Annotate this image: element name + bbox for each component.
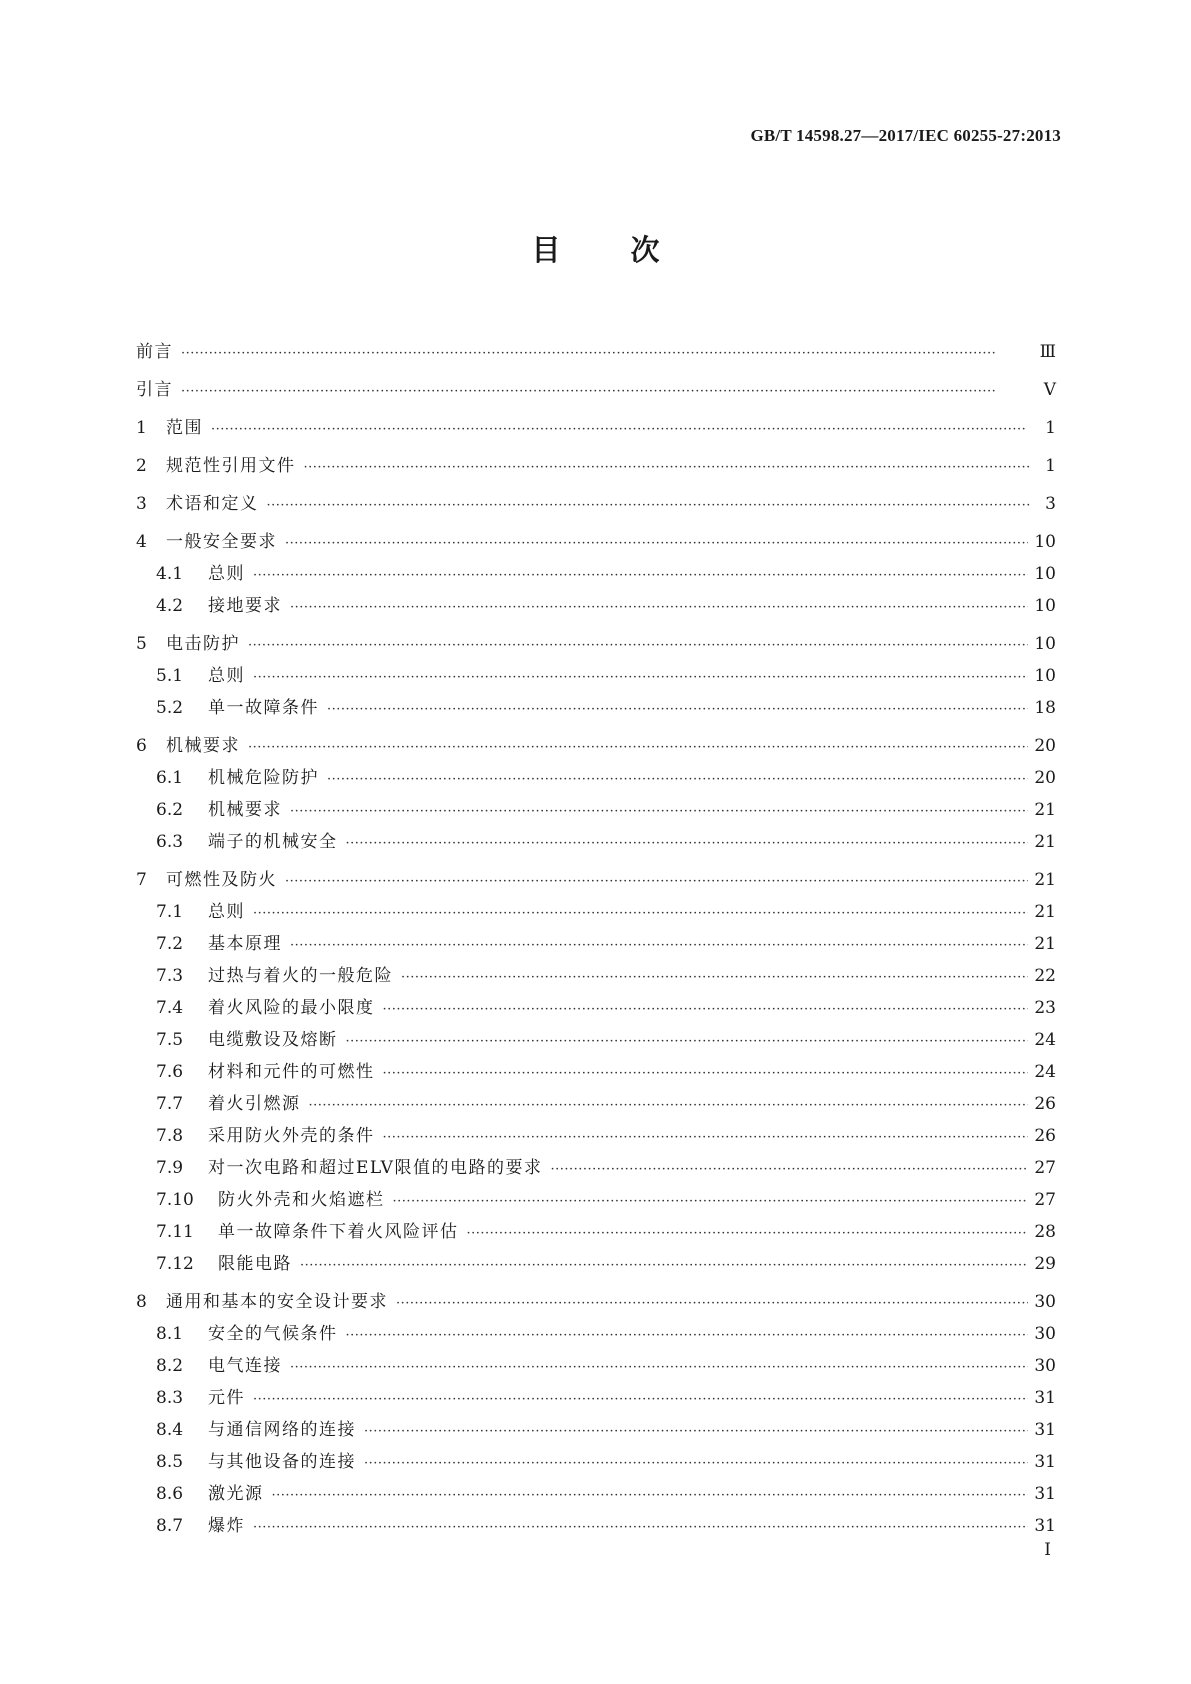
toc-entry[interactable] xyxy=(136,1350,1056,1382)
toc-entry-title: 机械要求 xyxy=(208,800,282,820)
toc-dot-leader xyxy=(393,1186,1029,1218)
toc-entry-page: 31 xyxy=(1034,1420,1056,1440)
toc-entry-page: 23 xyxy=(1034,998,1056,1018)
toc-dot-leader xyxy=(304,452,1033,484)
toc-entry[interactable] xyxy=(136,826,1056,858)
toc-entry-title: 元件 xyxy=(208,1388,245,1408)
toc-entry-title: 基本原理 xyxy=(208,934,282,954)
toc-entry[interactable] xyxy=(136,960,1056,992)
toc-entry-page: 1 xyxy=(1045,456,1056,476)
page-number: I xyxy=(1044,1540,1051,1560)
toc-dot-leader xyxy=(248,732,1028,764)
toc-entry-number: 7.7 xyxy=(156,1094,184,1114)
toc-entry-title: 与其他设备的连接 xyxy=(208,1452,356,1472)
toc-entry-number: 7.5 xyxy=(156,1030,184,1050)
toc-entry[interactable] xyxy=(136,558,1056,590)
toc-entry-number: 7.9 xyxy=(156,1158,184,1178)
toc-entry-page: 31 xyxy=(1034,1516,1056,1536)
toc-entry-page: 31 xyxy=(1034,1484,1056,1504)
toc-entry-number: 7.3 xyxy=(156,966,184,986)
toc-entry-page: 21 xyxy=(1034,934,1056,954)
toc-entry-title: 着火风险的最小限度 xyxy=(208,998,375,1018)
toc-entry-title: 规范性引用文件 xyxy=(166,456,296,476)
standard-number: GB/T 14598.27—2017/IEC 60255-27:2013 xyxy=(750,126,1061,145)
toc-entry-page: 10 xyxy=(1034,634,1056,654)
toc-dot-leader xyxy=(253,898,1028,930)
toc-entry-number: 7.4 xyxy=(156,998,184,1018)
toc-entry[interactable] xyxy=(136,864,1056,896)
toc-dot-leader xyxy=(181,338,1032,370)
toc-entry-number: 5.2 xyxy=(156,698,184,718)
toc-dot-leader xyxy=(285,528,1028,560)
toc-entry-page: 21 xyxy=(1034,902,1056,922)
toc-entry-page: 26 xyxy=(1034,1126,1056,1146)
toc-entry[interactable] xyxy=(136,1216,1056,1248)
toc-entry-page: 18 xyxy=(1034,698,1056,718)
toc-entry-title: 单一故障条件下着火风险评估 xyxy=(218,1222,459,1242)
toc-entry-title: 一般安全要求 xyxy=(166,532,277,552)
toc-entry-number: 6.2 xyxy=(156,800,184,820)
page-title: 目 次 xyxy=(531,233,660,267)
toc-entry[interactable] xyxy=(136,762,1056,794)
toc-entry-number: 6.3 xyxy=(156,832,184,852)
toc-entry-page: 21 xyxy=(1034,832,1056,852)
toc-entry-title: 激光源 xyxy=(208,1484,264,1504)
toc-entry[interactable] xyxy=(136,1478,1056,1510)
toc-entry-number: 7.10 xyxy=(156,1190,194,1210)
toc-entry[interactable] xyxy=(136,526,1056,558)
toc-entry-page: Ⅲ xyxy=(1039,342,1056,362)
toc-entry-number: 7.11 xyxy=(156,1222,194,1242)
toc-entry[interactable] xyxy=(136,730,1056,762)
toc-dot-leader xyxy=(309,1090,1029,1122)
toc-entry-title: 着火引燃源 xyxy=(208,1094,301,1114)
toc-entry-page: 10 xyxy=(1034,564,1056,584)
toc-dot-leader xyxy=(383,1058,1029,1090)
toc-entry[interactable] xyxy=(136,1286,1056,1318)
toc-dot-leader xyxy=(267,490,1033,522)
toc-dot-leader xyxy=(253,1384,1028,1416)
toc-entry[interactable] xyxy=(136,992,1056,1024)
toc-entry-number: 8.2 xyxy=(156,1356,184,1376)
toc-entry-number: 8.3 xyxy=(156,1388,184,1408)
toc-entry-number: 8.7 xyxy=(156,1516,184,1536)
toc-entry-title: 电击防护 xyxy=(166,634,240,654)
toc-entry-number: 7.12 xyxy=(156,1254,194,1274)
toc-entry-page: 10 xyxy=(1034,532,1056,552)
toc-entry-title: 采用防火外壳的条件 xyxy=(208,1126,375,1146)
toc-entry-number: 8.1 xyxy=(156,1324,184,1344)
toc-entry-title: 爆炸 xyxy=(208,1516,245,1536)
toc-entry-number: 8.4 xyxy=(156,1420,184,1440)
toc-entry-page: 3 xyxy=(1045,494,1056,514)
toc-dot-leader xyxy=(467,1218,1029,1250)
toc-entry-title: 机械要求 xyxy=(166,736,240,756)
toc-entry-title: 对一次电路和超过ELV限值的电路的要求 xyxy=(208,1158,543,1178)
toc-entry-title: 电气连接 xyxy=(208,1356,282,1376)
toc-entry-page: 10 xyxy=(1034,666,1056,686)
toc-entry-page: 30 xyxy=(1034,1292,1056,1312)
toc-entry[interactable] xyxy=(136,1382,1056,1414)
toc-dot-leader xyxy=(211,414,1032,446)
toc-entry-page: 1 xyxy=(1045,418,1056,438)
toc-entry-number: 8.5 xyxy=(156,1452,184,1472)
toc-entry[interactable] xyxy=(136,1024,1056,1056)
toc-entry-title: 限能电路 xyxy=(218,1254,292,1274)
toc-dot-leader xyxy=(383,994,1029,1026)
toc-dot-leader xyxy=(396,1288,1028,1320)
toc-entry[interactable] xyxy=(136,628,1056,660)
toc-entry-title: 总则 xyxy=(208,564,245,584)
toc-entry-title: 通用和基本的安全设计要求 xyxy=(166,1292,388,1312)
toc-entry-page: 30 xyxy=(1034,1356,1056,1376)
toc-entry-number: 1 xyxy=(136,418,147,438)
toc-entry[interactable] xyxy=(136,1414,1056,1446)
toc-entry-page: 31 xyxy=(1034,1452,1056,1472)
toc-entry-number: 2 xyxy=(136,456,147,476)
toc-dot-leader xyxy=(327,694,1028,726)
toc-entry[interactable] xyxy=(136,374,1056,406)
toc-entry[interactable] xyxy=(136,1446,1056,1478)
toc-entry-title: 安全的气候条件 xyxy=(208,1324,338,1344)
toc-entry-page: 20 xyxy=(1034,768,1056,788)
toc-entry-number: 4 xyxy=(136,532,147,552)
toc-dot-leader xyxy=(383,1122,1029,1154)
toc-dot-leader xyxy=(181,376,1032,408)
toc-entry-page: 21 xyxy=(1034,870,1056,890)
toc-dot-leader xyxy=(346,1320,1029,1352)
toc-entry[interactable] xyxy=(136,412,1056,444)
toc-entry-title: 引言 xyxy=(136,380,173,400)
toc-entry-title: 总则 xyxy=(208,666,245,686)
toc-entry-title: 前言 xyxy=(136,342,173,362)
toc-entry-title: 电缆敷设及熔断 xyxy=(208,1030,338,1050)
toc-entry-number: 6.1 xyxy=(156,768,184,788)
toc-dot-leader xyxy=(300,1250,1028,1282)
toc-dot-leader xyxy=(346,828,1029,860)
toc-dot-leader xyxy=(364,1448,1028,1480)
toc-entry-title: 单一故障条件 xyxy=(208,698,319,718)
toc-entry-page: 24 xyxy=(1034,1030,1056,1050)
toc-entry-page: Ⅴ xyxy=(1043,380,1056,400)
toc-dot-leader xyxy=(253,560,1028,592)
toc-entry-title: 总则 xyxy=(208,902,245,922)
toc-entry-title: 材料和元件的可燃性 xyxy=(208,1062,375,1082)
toc-dot-leader xyxy=(272,1480,1029,1512)
toc-entry[interactable] xyxy=(136,928,1056,960)
toc-entry-number: 7.2 xyxy=(156,934,184,954)
toc-entry-title: 与通信网络的连接 xyxy=(208,1420,356,1440)
table-of-contents xyxy=(136,336,1056,1542)
toc-entry-page: 10 xyxy=(1034,596,1056,616)
toc-entry-title: 防火外壳和火焰遮栏 xyxy=(218,1190,385,1210)
toc-dot-leader xyxy=(253,662,1028,694)
toc-entry-number: 5 xyxy=(136,634,147,654)
toc-dot-leader xyxy=(290,592,1028,624)
toc-entry[interactable] xyxy=(136,1184,1056,1216)
toc-dot-leader xyxy=(285,866,1028,898)
toc-entry[interactable] xyxy=(136,1056,1056,1088)
toc-entry[interactable] xyxy=(136,660,1056,692)
toc-entry-number: 7.8 xyxy=(156,1126,184,1146)
toc-dot-leader xyxy=(364,1416,1028,1448)
toc-entry[interactable] xyxy=(136,336,1056,368)
toc-entry-title: 接地要求 xyxy=(208,596,282,616)
toc-dot-leader xyxy=(290,930,1028,962)
toc-entry-page: 26 xyxy=(1034,1094,1056,1114)
toc-entry[interactable] xyxy=(136,1248,1056,1280)
toc-entry-page: 21 xyxy=(1034,800,1056,820)
toc-entry-title: 机械危险防护 xyxy=(208,768,319,788)
toc-entry[interactable] xyxy=(136,1318,1056,1350)
toc-entry-page: 20 xyxy=(1034,736,1056,756)
toc-entry[interactable] xyxy=(136,488,1056,520)
toc-entry[interactable] xyxy=(136,1120,1056,1152)
toc-entry-title: 范围 xyxy=(166,418,203,438)
toc-entry-number: 4.1 xyxy=(156,564,184,584)
toc-entry-title: 过热与着火的一般危险 xyxy=(208,966,393,986)
toc-entry-page: 24 xyxy=(1034,1062,1056,1082)
toc-entry-page: 29 xyxy=(1034,1254,1056,1274)
toc-entry-number: 8.6 xyxy=(156,1484,184,1504)
toc-entry-number: 7 xyxy=(136,870,147,890)
toc-dot-leader xyxy=(248,630,1028,662)
toc-entry[interactable] xyxy=(136,450,1056,482)
toc-entry[interactable] xyxy=(136,1510,1056,1542)
toc-entry-page: 30 xyxy=(1034,1324,1056,1344)
toc-entry-title: 可燃性及防火 xyxy=(166,870,277,890)
toc-entry[interactable] xyxy=(136,590,1056,622)
toc-dot-leader xyxy=(401,962,1028,994)
toc-entry-title: 端子的机械安全 xyxy=(208,832,338,852)
toc-entry-number: 6 xyxy=(136,736,147,756)
toc-entry-number: 3 xyxy=(136,494,147,514)
toc-dot-leader xyxy=(346,1026,1029,1058)
toc-entry[interactable] xyxy=(136,692,1056,724)
toc-entry-number: 8 xyxy=(136,1292,147,1312)
toc-dot-leader xyxy=(327,764,1028,796)
toc-entry[interactable] xyxy=(136,896,1056,928)
toc-entry-page: 28 xyxy=(1034,1222,1056,1242)
toc-entry-number: 5.1 xyxy=(156,666,184,686)
toc-entry-title: 术语和定义 xyxy=(166,494,259,514)
toc-entry[interactable] xyxy=(136,1088,1056,1120)
toc-dot-leader xyxy=(290,796,1028,828)
toc-entry-number: 7.1 xyxy=(156,902,184,922)
toc-entry-number: 4.2 xyxy=(156,596,184,616)
toc-dot-leader xyxy=(253,1512,1028,1544)
toc-entry-page: 31 xyxy=(1034,1388,1056,1408)
toc-entry[interactable] xyxy=(136,794,1056,826)
toc-entry-page: 27 xyxy=(1034,1158,1056,1178)
toc-entry-page: 27 xyxy=(1034,1190,1056,1210)
toc-dot-leader xyxy=(550,1154,1028,1186)
toc-dot-leader xyxy=(290,1352,1028,1384)
toc-entry-page: 22 xyxy=(1034,966,1056,986)
toc-entry-number: 7.6 xyxy=(156,1062,184,1082)
toc-entry[interactable] xyxy=(136,1152,1056,1184)
